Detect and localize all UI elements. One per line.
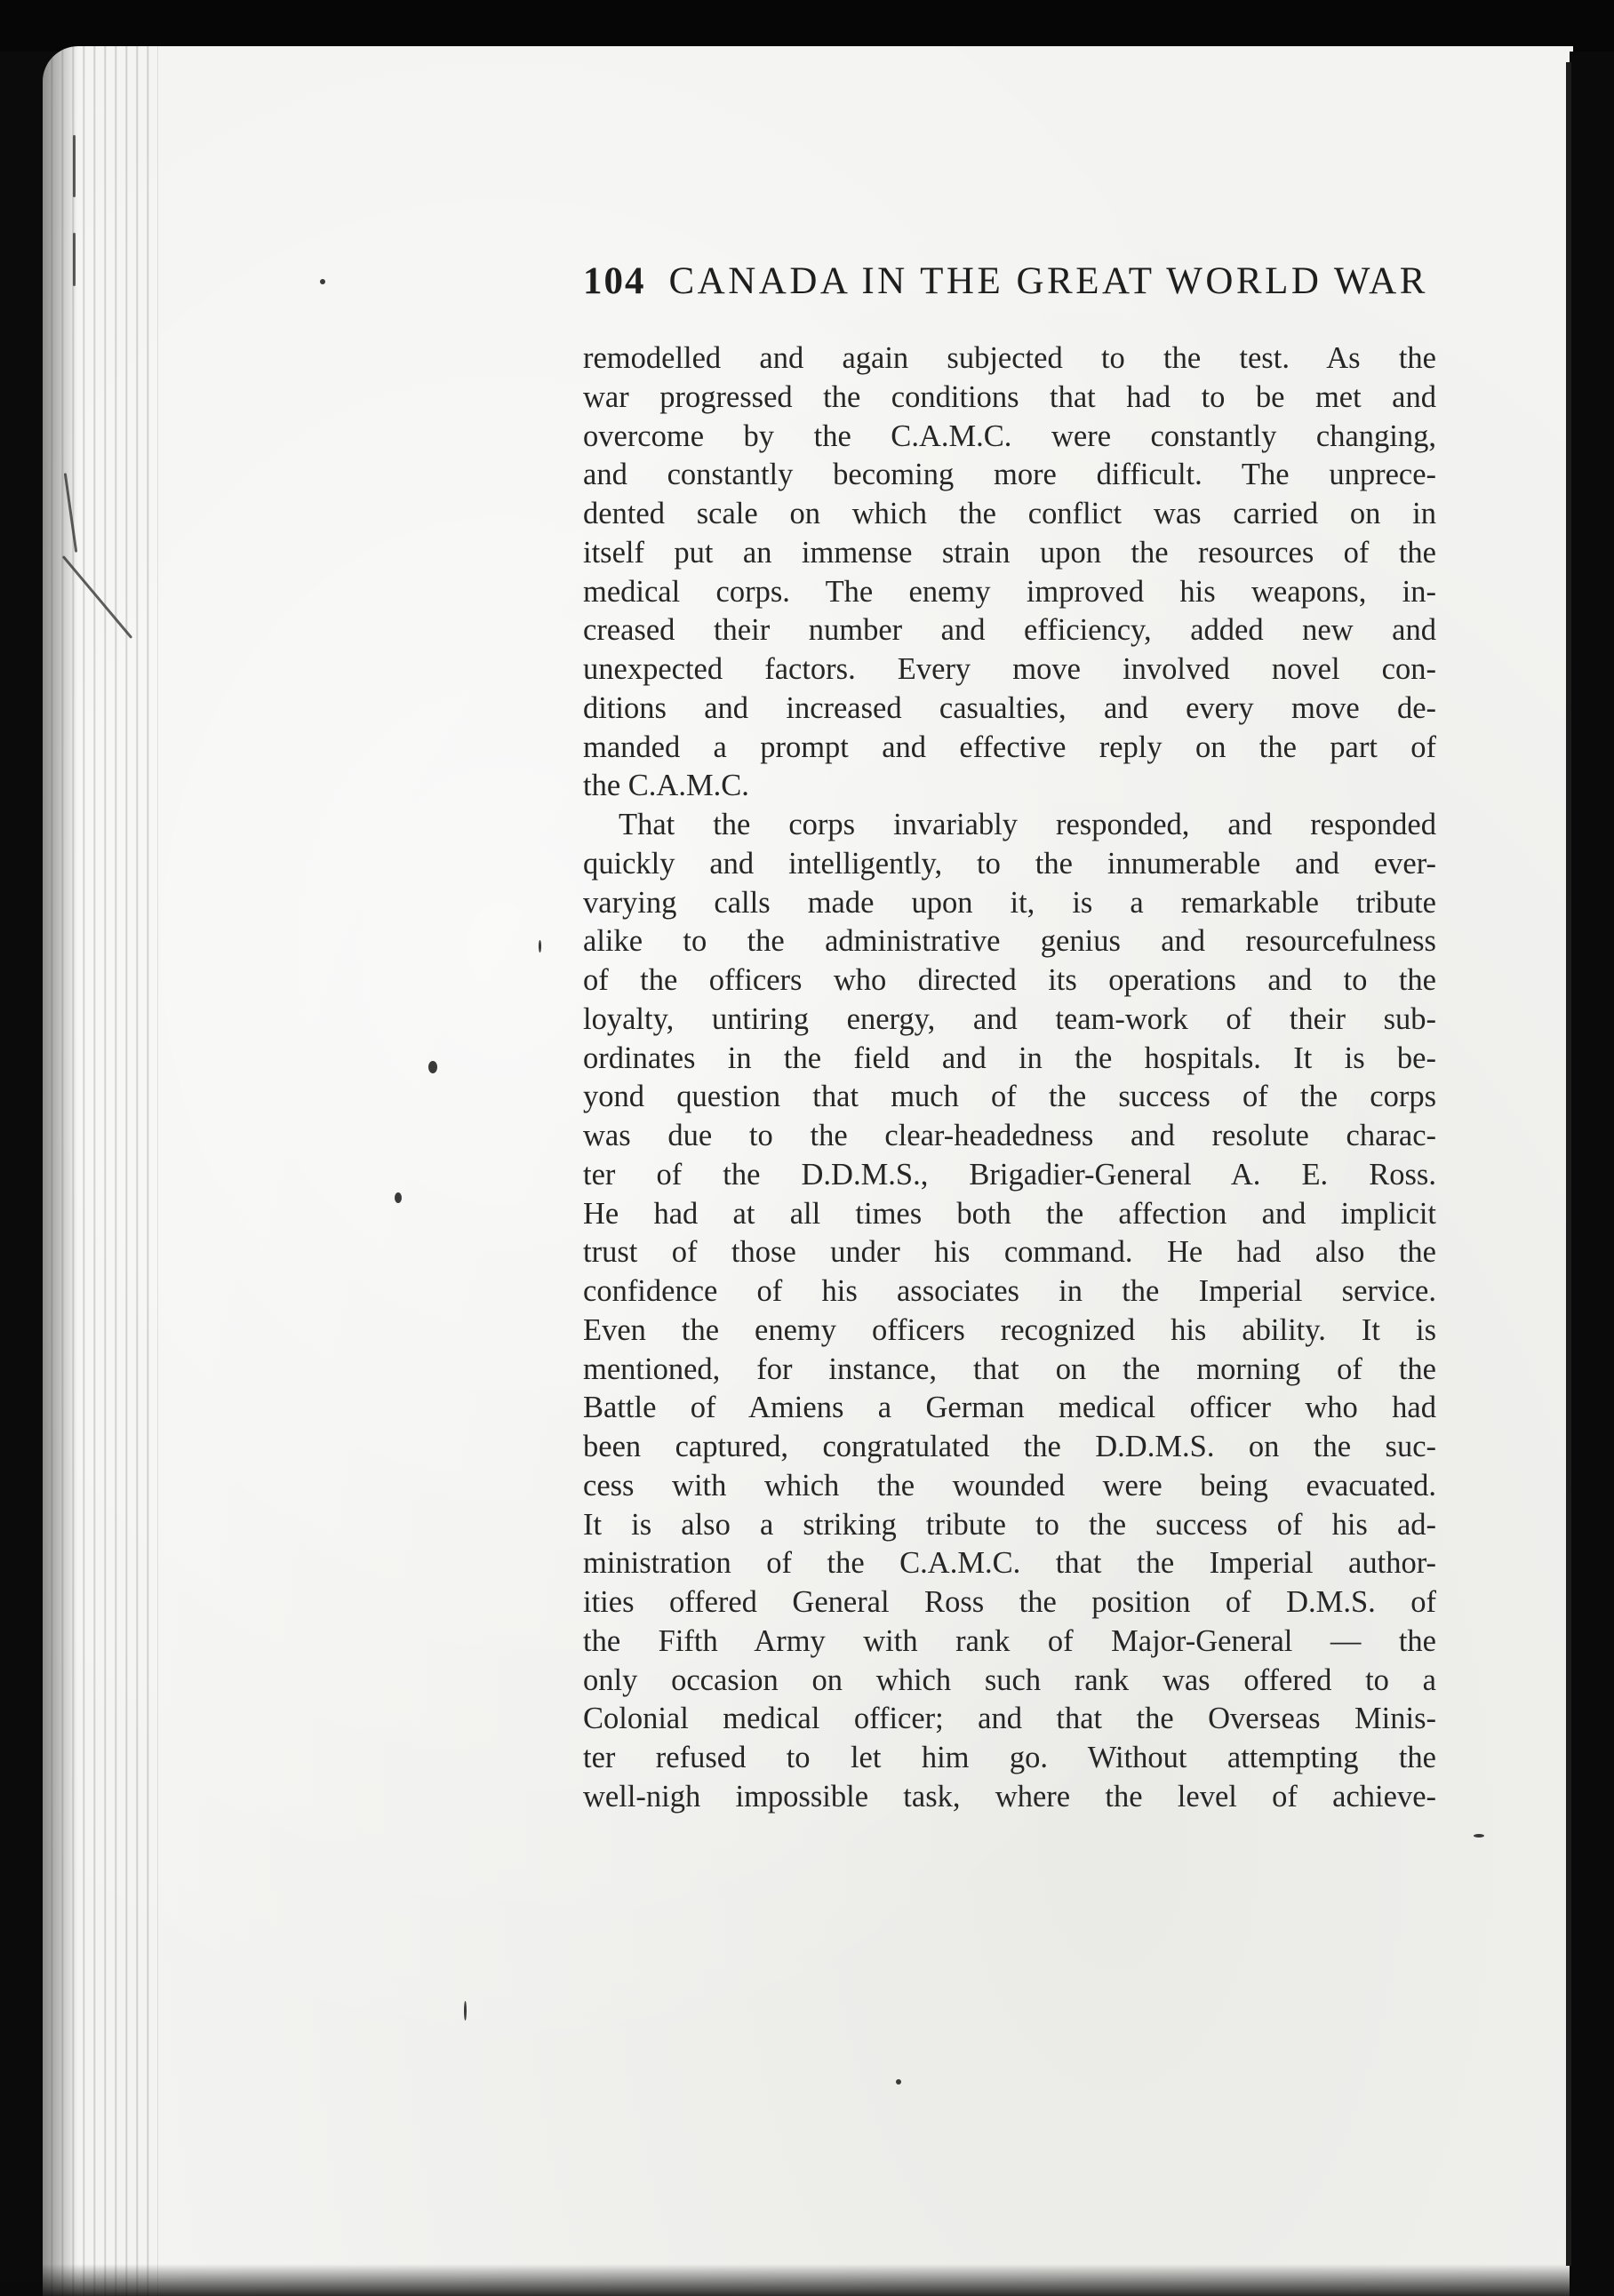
text-line: ditions and increased casualties, and every move de- [583,690,1436,725]
text-line: the Fifth Army with rank of Major-General — the [583,1623,1436,1658]
text-line: yond question that much of the success of the corps [583,1080,1436,1114]
margin-scratch [73,135,76,197]
margin-scratch [73,233,76,286]
text-line: unexpected factors. Every move involved novel con- [583,652,1436,686]
paper-speck [395,1192,402,1203]
text-line: creased their number and efficiency, added new and [583,613,1436,648]
text-line: only occasion on which such rank was offered to a [583,1662,1436,1697]
text-line: mentioned, for instance, that on the morning of the [583,1351,1436,1386]
text-line: medical corps. The enemy improved his weapons, in- [583,574,1436,609]
text-line: the C.A.M.C. [583,769,749,803]
text-line: loyalty, untiring energy, and team-work of their sub- [583,1001,1436,1036]
text-line: Battle of Amiens a German medical officer who had [583,1391,1436,1425]
text-line: was due to the clear-headedness and resolute charac- [583,1119,1436,1152]
book-title: CANADA IN THE GREAT WORLD WAR [668,260,1428,302]
text-line: It is also a striking tribute to the success of his ad- [583,1507,1436,1542]
body-text [583,339,1436,1817]
paper-speck [428,1061,437,1073]
paper-speck [896,2079,901,2085]
text-line: trust of those under his command. He had also the [583,1235,1436,1270]
paper-speck [464,2001,467,2021]
page-number: 104 [583,260,646,302]
text-line: manded a prompt and effective reply on the part of [583,729,1436,764]
book-spine-shadow [1570,52,1614,2296]
text-line: dented scale on which the conflict was carried on in [583,497,1436,530]
paper-speck [320,279,325,284]
text-line: ministration of the C.A.M.C. that the Imperial author- [583,1546,1436,1581]
text-line: been captured, congratulated the D.D.M.S. on the suc- [583,1430,1436,1463]
text-line: Even the enemy officers recognized his ability. It is [583,1312,1436,1347]
text-line: ities offered General Ross the position of D.M.S. of [583,1585,1436,1619]
text-line: remodelled and again subjected to the test. As the [583,341,1436,375]
scan-bottom-shadow [0,2264,1614,2296]
text-line: That the corps invariably responded, and responded [619,808,1436,841]
text-line: quickly and intelligently, to the innumerable and ever- [583,846,1436,881]
text-line: itself put an immense strain upon the resources of the [583,535,1436,570]
text-line: war progressed the conditions that had to be met and [583,379,1436,414]
text-line: overcome by the C.A.M.C. were constantly changing, [583,419,1436,453]
text-line: well-nigh impossible task, where the level of achieve- [583,1779,1436,1814]
text-line: confidence of his associates in the Imperial service. [583,1274,1436,1308]
running-head [583,259,1436,313]
paper-speck [1474,1834,1484,1838]
text-line: ter of the D.D.M.S., Brigadier-General A. E. Ross. [583,1157,1436,1192]
text-line: varying calls made upon it, is a remarkable tribute [583,885,1436,920]
text-line: ter refused to let him go. Without attempting the [583,1741,1436,1774]
page-edge-shadow [43,46,78,2296]
paper-speck [539,940,541,953]
text-line: and constantly becoming more difficult. The unprece- [583,458,1436,492]
book-right-edge [1566,62,1571,2266]
text-line: He had at all times both the affection and implicit [583,1196,1436,1231]
text-line: Colonial medical officer; and that the Overseas Minis- [583,1702,1436,1736]
scan-top-border [0,0,1614,52]
text-line: cess with which the wounded were being evacuated. [583,1468,1436,1503]
text-line: alike to the administrative genius and resourcefulness [583,924,1436,959]
text-line: of the officers who directed its operations and to the [583,963,1436,997]
text-line: ordinates in the field and in the hospitals. It is be- [583,1040,1436,1075]
